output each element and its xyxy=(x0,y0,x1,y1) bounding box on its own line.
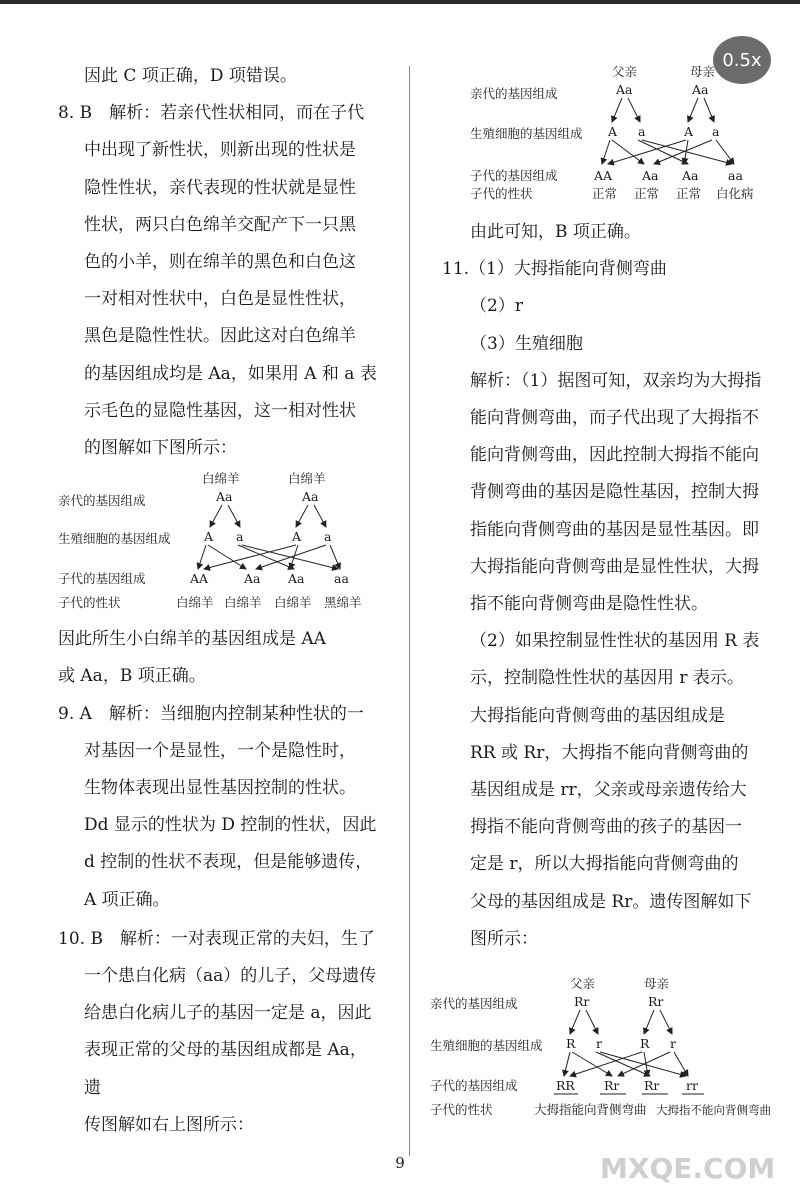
text-line: 示，控制隐性性状的基因用 r 表示。 xyxy=(470,668,744,689)
page-number: 9 xyxy=(395,1154,405,1172)
offspring-genotype: aa xyxy=(728,168,743,183)
offspring-genotype: Aa xyxy=(642,168,659,183)
watermark-logo: MXQE.COM xyxy=(600,1152,776,1185)
answer-2: （2）r xyxy=(470,296,523,317)
offspring-trait: 正常 xyxy=(634,186,660,201)
offspring-trait: 白化病 xyxy=(716,186,754,201)
parent2-title: 母亲 xyxy=(690,64,716,79)
parent1-genotype: Aa xyxy=(616,82,633,97)
text-line: 表现正常的父母的基因组成都是 Aa，遗 xyxy=(84,1040,367,1098)
text-line: 对基因一个是显性，一个是隐性时， xyxy=(84,740,356,761)
offspring-genotype: Aa xyxy=(244,571,261,587)
offspring-genotype: rr xyxy=(686,1078,698,1094)
gamete: a xyxy=(638,124,646,139)
text-line: 解析：（1）据图可知，双亲均为大拇指 xyxy=(470,370,762,391)
gamete: R xyxy=(640,1036,650,1052)
parent2-genotype: Aa xyxy=(302,489,319,505)
text-line: 父母的基因组成是 Rr。遗传图解如下 xyxy=(470,891,752,912)
text-line: 8. B 解析：若亲代性状相同，而在子代 xyxy=(58,103,365,124)
parent2-title: 白绵羊 xyxy=(288,471,326,487)
parent1-genotype: Aa xyxy=(216,489,233,505)
row-label-parent-genotype: 亲代的基因组成 xyxy=(470,86,558,101)
parent2-genotype: Aa xyxy=(692,82,709,97)
gamete: A xyxy=(608,124,618,139)
text-line: 传图解如右上图所示： xyxy=(84,1114,254,1135)
row-label-offspring-trait: 子代的性状 xyxy=(58,595,121,611)
column-divider xyxy=(409,66,410,1156)
offspring-trait-dominant: 大拇指能向背侧弯曲 xyxy=(534,1102,647,1118)
genetic-diagram-thumb xyxy=(430,976,772,1126)
parent1-title: 父亲 xyxy=(570,976,596,992)
question-9 xyxy=(58,696,380,919)
question-8 xyxy=(58,95,380,467)
offspring-trait: 白绵羊 xyxy=(176,595,214,611)
text-line: 9. A 解析：当细胞内控制某种性状的一 xyxy=(58,703,364,724)
text-line: 定是 r，所以大拇指能向背侧弯曲的 xyxy=(470,854,739,875)
text-line: 大拇指能向背侧弯曲是显性性状，大拇 xyxy=(470,556,759,577)
text-line: 的基因组成均是 Aa，如果用 A 和 a 表 xyxy=(84,363,377,384)
text-line: RR 或 Rr，大拇指不能向背侧弯曲的 xyxy=(470,742,749,763)
gamete: r xyxy=(670,1036,676,1052)
genetic-diagram-sheep xyxy=(58,471,380,621)
offspring-trait: 白绵羊 xyxy=(224,595,262,611)
gamete: a xyxy=(712,124,720,139)
right-column xyxy=(430,58,772,1126)
text-line: 生物体表现出显性基因控制的性状。 xyxy=(84,778,356,799)
text-line: 由此可知，B 项正确。 xyxy=(470,222,641,242)
text-line: 背侧弯曲的基因是隐性基因，控制大拇 xyxy=(470,482,759,503)
text-line: 或 Aa，B 项正确。 xyxy=(58,666,206,687)
question-11 xyxy=(442,251,772,958)
text-line: 10. B 解析：一对表现正常的夫妇，生了 xyxy=(58,928,375,949)
text-line: 给患白化病儿子的基因一定是 a，因此 xyxy=(84,1003,372,1024)
row-label-gamete-genotype: 生殖细胞的基因组成 xyxy=(58,531,171,547)
row-label-offspring-genotype: 子代的基因组成 xyxy=(58,571,146,587)
text-line: 一对相对性状中，白色是显性性状， xyxy=(84,289,356,310)
text-line: 的图解如下图所示： xyxy=(84,438,237,459)
text-line: Dd 显示的性状为 D 控制的性状，因此 xyxy=(84,815,377,836)
paragraph: 因此 C 项正确，D 项错误。 xyxy=(84,66,297,86)
parent1-title: 父亲 xyxy=(612,64,638,79)
text-line: 能向背侧弯曲，而子代出现了大拇指不 xyxy=(470,408,759,429)
text-line: 图所示： xyxy=(470,928,538,949)
text-line: 中出现了新性状，则新出现的性状是 xyxy=(84,140,356,161)
row-label-parent-genotype: 亲代的基因组成 xyxy=(58,493,146,509)
gamete: A xyxy=(292,529,302,545)
text-line: 拇指不能向背侧弯曲的孩子的基因一 xyxy=(470,817,742,838)
offspring-trait: 白绵羊 xyxy=(274,595,312,611)
parent1-title: 白绵羊 xyxy=(202,471,240,487)
text-line: 因此所生小白绵羊的基因组成是 AA xyxy=(58,629,326,650)
gamete: a xyxy=(324,529,332,545)
offspring-genotype: RR xyxy=(556,1078,575,1094)
offspring-genotype: aa xyxy=(334,571,349,587)
row-label-offspring-trait: 子代的性状 xyxy=(470,186,533,201)
left-column xyxy=(58,58,380,1144)
row-label-offspring-genotype: 子代的基因组成 xyxy=(430,1078,518,1094)
offspring-genotype: Rr xyxy=(644,1078,660,1094)
page-top-edge xyxy=(0,0,800,4)
offspring-trait: 黑绵羊 xyxy=(324,595,362,611)
gamete: A xyxy=(204,529,214,545)
row-label-gamete-genotype: 生殖细胞的基因组成 xyxy=(470,126,583,141)
offspring-genotype: AA xyxy=(594,168,613,183)
text-line: （2）如果控制显性性状的基因用 R 表 xyxy=(470,631,760,652)
gamete: r xyxy=(596,1036,602,1052)
text-line: 指能向背侧弯曲的基因是显性基因。即 xyxy=(470,519,759,540)
text-line: 性状，两只白色绵羊交配产下一只黑 xyxy=(84,214,356,235)
question-10 xyxy=(58,921,380,1144)
row-label-parent-genotype: 亲代的基因组成 xyxy=(430,996,518,1012)
offspring-trait: 正常 xyxy=(676,186,702,201)
answer-3: （3）生殖细胞 xyxy=(470,333,583,354)
gamete: a xyxy=(236,529,244,545)
genetic-diagram-albinism xyxy=(470,64,772,214)
text-line: 基因组成是 rr，父亲或母亲遗传给大 xyxy=(470,780,747,801)
parent2-title: 母亲 xyxy=(644,976,670,992)
text-line: 色的小羊，则在绵羊的黑色和白色这 xyxy=(84,252,356,273)
row-label-offspring-trait: 子代的性状 xyxy=(430,1102,493,1118)
text-line: 大拇指能向背侧弯曲的基因组成是 xyxy=(470,705,725,726)
row-label-offspring-genotype: 子代的基因组成 xyxy=(470,168,558,183)
offspring-genotype: Aa xyxy=(288,571,305,587)
parent1-genotype: Rr xyxy=(574,994,590,1010)
text-line: A 项正确。 xyxy=(84,889,170,910)
answer-1: 11.（1）大拇指能向背侧弯曲 xyxy=(442,259,667,280)
offspring-genotype: AA xyxy=(190,571,209,587)
gamete: A xyxy=(684,124,694,139)
gamete: R xyxy=(566,1036,576,1052)
row-label-gamete-genotype: 生殖细胞的基因组成 xyxy=(430,1038,543,1054)
text-line: 能向背侧弯曲，因此控制大拇指不能向 xyxy=(470,445,759,466)
text-line: 隐性性状，亲代表现的性状就是显性 xyxy=(84,177,356,198)
text-line: 指不能向背侧弯曲是隐性性状。 xyxy=(470,594,708,615)
text-line: 黑色是隐性性状。因此这对白色绵羊 xyxy=(84,326,356,347)
text-line: 示毛色的显隐性基因，这一相对性状 xyxy=(84,400,356,421)
parent2-genotype: Rr xyxy=(648,994,664,1010)
offspring-trait: 正常 xyxy=(592,186,618,201)
offspring-genotype: Aa xyxy=(682,168,699,183)
text-line: d 控制的性状不表现，但是能够遗传， xyxy=(84,852,373,873)
offspring-trait-recessive: 大拇指不能向背侧弯曲 xyxy=(656,1103,771,1118)
offspring-genotype: Rr xyxy=(604,1078,620,1094)
playback-speed-button[interactable]: 0.5x xyxy=(713,36,771,84)
text-line: 一个患白化病（aa）的儿子，父母遗传 xyxy=(84,966,377,987)
